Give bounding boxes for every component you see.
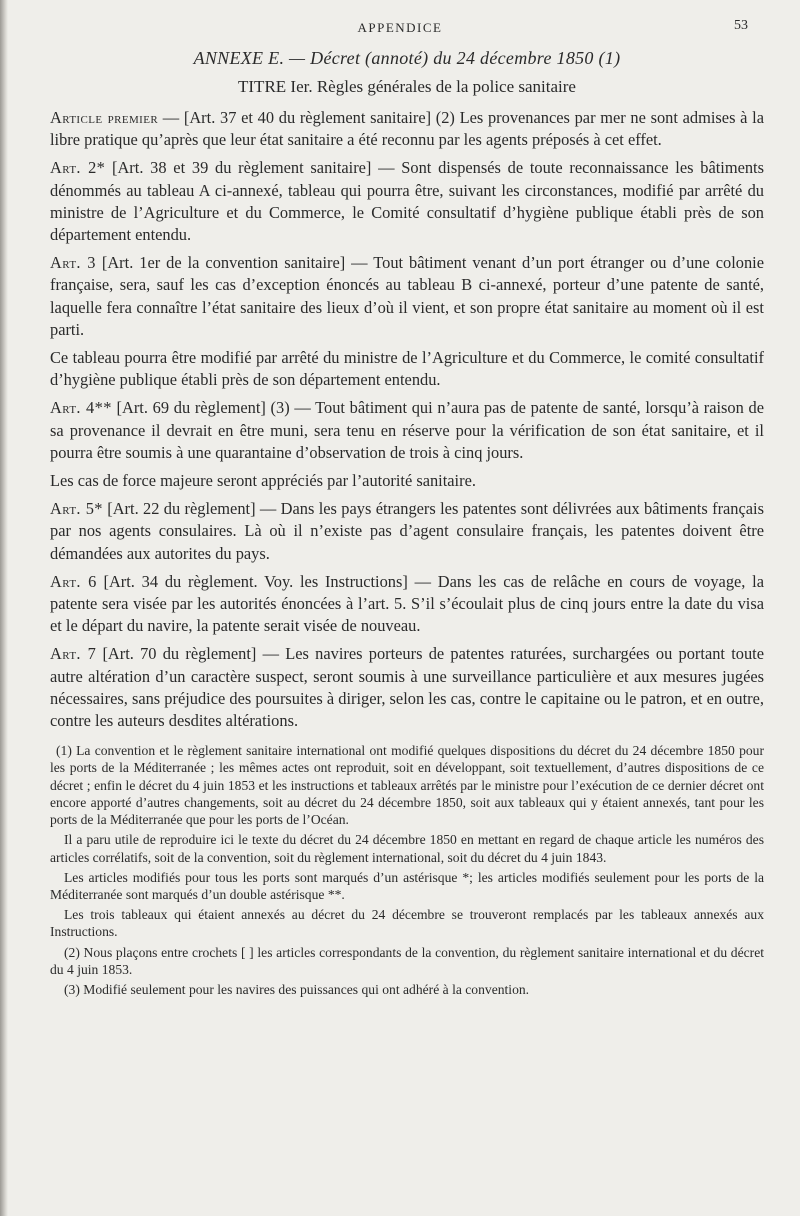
article-7 bbox=[50, 643, 764, 732]
footnote-1-paragraph-2: Il a paru utile de reproduire ici le texte du décret du 24 décembre 1850 en mettant en regard de chaque article les numéros des articles corrélatifs, soit de la convention, soit du règlement international, soit du décret du 4 juin 1843. bbox=[50, 832, 764, 865]
article-text: Les cas de force majeure seront appréciés par l’autorité sanitaire. bbox=[50, 471, 476, 491]
article-text: [Art. 34 du règlement. Voy. les Instructions] — Dans les cas de relâche en cours de voyage, la patente sera visée par les autorités énoncées à l’art. 5. S’il s’écoulait plus de cinq jours entre la date du visa et le départ du navire, la patente serait visée de nouveau. bbox=[50, 571, 764, 636]
article-5 bbox=[50, 498, 764, 565]
article-label: Art. 3 bbox=[50, 253, 96, 273]
article-2 bbox=[50, 157, 764, 246]
running-head bbox=[0, 18, 800, 38]
footnote-2: (2) Nous plaçons entre crochets [ ] les articles correspondants de la convention, du règlement sanitaire international et du décret du 4 juin 1853. bbox=[50, 944, 764, 977]
title-heading: TITRE Ier. Règles générales de la police sanitaire bbox=[238, 77, 576, 96]
annex-heading: ANNEXE E. — Décret (annoté) du 24 décembre 1850 (1) bbox=[193, 48, 621, 68]
article-label: Art. 7 bbox=[50, 644, 97, 664]
article-label: Art. 4** bbox=[50, 398, 112, 418]
footnote-1: (1) La convention et le règlement sanitaire international ont modifié quelques dispositions du décret du 24 décembre 1850 pour les ports de la Méditerranée ; les mêmes actes ont reproduit, soit en développant, soit textuellement, d’autres dispositions de ce décret ; enfin le décret du 4 juin 1853 et les instructions et tableaux arrêtés par le ministre pour l’exécution de ce dernier décret ont encore apporté d’autres changements, soit au décret du 24 décembre 1850, soit aux tableaux qui y étaient annexés, tant pour les ports de la Méditerranée que pour les ports de l’Océan. bbox=[50, 743, 764, 828]
footnotes bbox=[50, 742, 764, 998]
article-text: — [Art. 37 et 40 du règlement sanitaire] (2) Les provenances par mer ne sont admises à la libre pratique qu’après que leur état sanitaire a été reconnu par les agents préposés à cet effet. bbox=[50, 108, 764, 150]
article-text: Ce tableau pourra être modifié par arrêté du ministre de l’Agriculture et du Commerce, le comité consultatif d’hygiène publique établi près de son département entendu. bbox=[50, 348, 764, 390]
article-label: Art. 6 bbox=[50, 571, 97, 591]
article-4 bbox=[50, 397, 764, 464]
article-label: Article premier bbox=[50, 108, 159, 127]
footnote-1-paragraph-3: Les articles modifiés pour tous les ports sont marqués d’un astérisque *; les articles modifiés seulement pour les ports de la Méditerranée sont marqués d’un double astérisque **. bbox=[50, 869, 764, 902]
page-number: 53 bbox=[734, 18, 748, 33]
footnote-3: (3) Modifié seulement pour les navires des puissances qui ont adhéré à la convention. bbox=[64, 981, 530, 997]
article-text: [Art. 70 du règlement] — Les navires porteurs de patentes raturées, surchargées ou portant toute autre altération d’un caractère suspect, seront soumis à une surveillance particulière et aux mesures jugées nécessaires, sans préjudice des poursuites à diriger, selon les cas, contre le capitaine ou le patron, et en outre, contre les auteurs desdites altérations. bbox=[50, 644, 764, 731]
article-text: [Art. 22 du règlement] — Dans les pays étrangers les patentes sont délivrées aux bâtiments français par nos agents consulaires. Là où il n’existe pas d’agent consulaire français, les patentes doivent être démandées aux autorites du pays. bbox=[50, 499, 764, 563]
article-3 bbox=[50, 252, 764, 341]
article-6 bbox=[50, 571, 764, 638]
article-text: [Art. 1er de la convention sanitaire] — Tout bâtiment venant d’un port étranger ou d’une colonie française, sera, sauf les cas d’exception énoncés au tableau B ci-annexé, porteur d’une patente de santé, laquelle fera connaître l’état sanitaire des lieux d’où il vient, et son propre état sanitaire au moment où il est parti. bbox=[50, 253, 764, 339]
page-binding-edge bbox=[0, 0, 8, 1216]
article-4-paragraph-2 bbox=[50, 470, 764, 492]
page-body bbox=[50, 48, 764, 1001]
article-text: [Art. 69 du règlement] (3) — Tout bâtiment qui n’aura pas de patente de santé, lorsqu’à raison de sa provenance il devrait en être muni, sera tenu en réserve pour la vérification de son état sanitaire, et il pourra être soumis à une quarantaine d’observation de trois à cinq jours. bbox=[50, 398, 764, 462]
article-3-paragraph-2 bbox=[50, 347, 764, 391]
article-label: Art. 2* bbox=[50, 158, 106, 178]
article-label: Art. 5* bbox=[50, 499, 103, 519]
article-1 bbox=[50, 107, 764, 151]
article-text: [Art. 38 et 39 du règlement sanitaire] — Sont dispensés de toute reconnaissance les bâtiments dénommés au tableau A ci-annexé, tableau qui pourra être, suivant les circonstances, modifié par arrêté du ministre de l’Agriculture et du Commerce, le Comité consultatif d’hygiène publique établi près de son département entendu. bbox=[50, 158, 764, 245]
running-head-title: APPENDICE bbox=[357, 20, 443, 35]
footnote-1-paragraph-4: Les trois tableaux qui étaient annexés au décret du 24 décembre se trouveront remplacés par les tableaux annexés aux Instructions. bbox=[50, 907, 764, 940]
